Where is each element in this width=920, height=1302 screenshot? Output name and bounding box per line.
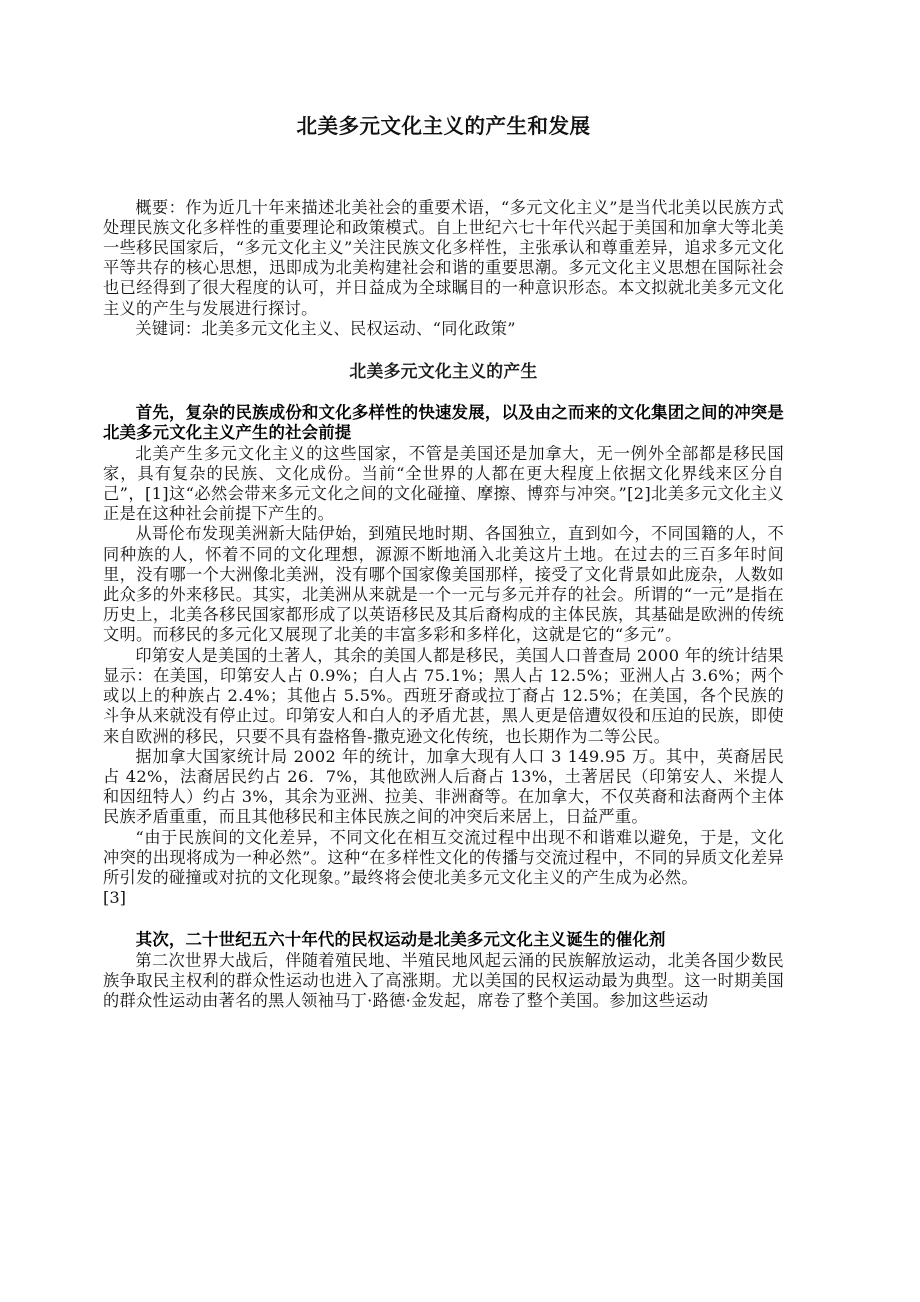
paragraph-5: “由于民族间的文化差异，不同文化在相互交流过程中出现不和谐难以避免，于是，文化冲突的出现将成为一种必然”。这种“在多样性文化的传播与交流过程中，不同的异质文化差异所引发的碰撞或对抗的文化现象。”最终将会使北美多元文化主义的产生成为必然。	[103, 827, 784, 887]
paragraph-1: 北美产生多元文化主义的这些国家，不管是美国还是加拿大，无一例外全部都是移民国家，具有复杂的民族、文化成份。当前“全世界的人都在更大程度上依据文化界线来区分自己”，[1]这“必然会带来多元文化之间的文化碰撞、摩擦、博弈与冲突。”[2]北美多元文化主义正是在这种社会前提下产生的。	[103, 443, 784, 524]
paragraph-4: 据加拿大国家统计局 2002 年的统计，加拿大现有人口 3 149.95 万。其中，英裔居民占 42%，法裔居民约占 26．7%，其他欧洲人后裔占 13%，土著居民（印第安人、米提人和因纽特人）约占 3%，其余为亚洲、拉美、非洲裔等。在加拿大，不仅英裔和法裔两个主体民族矛盾重重，而且其他移民和主体民族之间的冲突后来居上，日益严重。	[103, 746, 784, 827]
paragraph-6: 第二次世界大战后，伴随着殖民地、半殖民地风起云涌的民族解放运动，北美各国少数民族争取民主权利的群众性运动也进入了高涨期。尤以美国的民权运动最为典型。这一时期美国的群众性运动由著名的黑人领袖马丁·路德·金发起，席卷了整个美国。参加这些运动	[103, 950, 784, 1010]
paragraph-2: 从哥伦布发现美洲新大陆伊始，到殖民地时期、各国独立，直到如今，不同国籍的人，不同种族的人，怀着不同的文化理想，源源不断地涌入北美这片土地。在过去的三百多年时间里，没有哪一个大洲像北美洲，没有哪个国家像美国那样，接受了文化背景如此庞杂，人数如此众多的外来移民。其实，北美洲从来就是一个一元与多元并存的社会。所谓的“一元”是指在历史上，北美各移民国家都形成了以英语移民及其后裔构成的主体民族，其基础是欧洲的传统文明。而移民的多元化又展现了北美的丰富多彩和多样化，这就是它的“多元”。	[103, 524, 784, 645]
section-heading-origin: 北美多元文化主义的产生	[349, 361, 538, 382]
citation-marker-3: [3]	[103, 888, 126, 908]
abstract-block	[103, 198, 784, 339]
page-title: 北美多元文化主义的产生和发展	[296, 114, 591, 138]
page-content	[103, 0, 784, 1011]
sub-heading-second: 其次，二十世纪五六十年代的民权运动是北美多元文化主义诞生的催化剂	[135, 930, 666, 950]
abstract-paragraph: 概要：作为近几十年来描述北美社会的重要术语，“多元文化主义”是当代北美以民族方式处理民族文化多样性的重要理论和政策模式。自上世纪六七十年代兴起于美国和加拿大等北美一些移民国家后，“多元文化主义”关注民族文化多样性，主张承认和尊重差异，追求多元文化平等共存的核心思想，迅即成为北美构建社会和谐的重要思潮。多元文化主义思想在国际社会也已经得到了很大程度的认可，并日益成为全球瞩目的一种意识形态。本文拟就北美多元文化主义的产生与发展进行探讨。	[103, 197, 784, 318]
keywords-line: 关键词：北美多元文化主义、民权运动、“同化政策”	[135, 318, 516, 338]
paragraph-3: 印第安人是美国的土著人，其余的美国人都是移民，美国人口普查局 2000 年的统计结果显示：在美国，印第安人占 0.9%；白人占 75.1%；黑人占 12.5%；亚洲人占 3.6%；两个或以上的种族占 2.4%；其他占 5.5%。西班牙裔或拉丁裔占 12.5%；在美国，各个民族的斗争从来就没有停止过。印第安人和白人的矛盾尤甚，黑人更是倍遭奴役和压迫的民族，即使来自欧洲的移民，只要不具有盎格鲁-撒克逊文化传统，也长期作为二等公民。	[103, 645, 784, 746]
sub-heading-first: 首先，复杂的民族成份和文化多样性的快速发展，以及由之而来的文化集团之间的冲突是北美多元文化主义产生的社会前提	[103, 403, 784, 443]
